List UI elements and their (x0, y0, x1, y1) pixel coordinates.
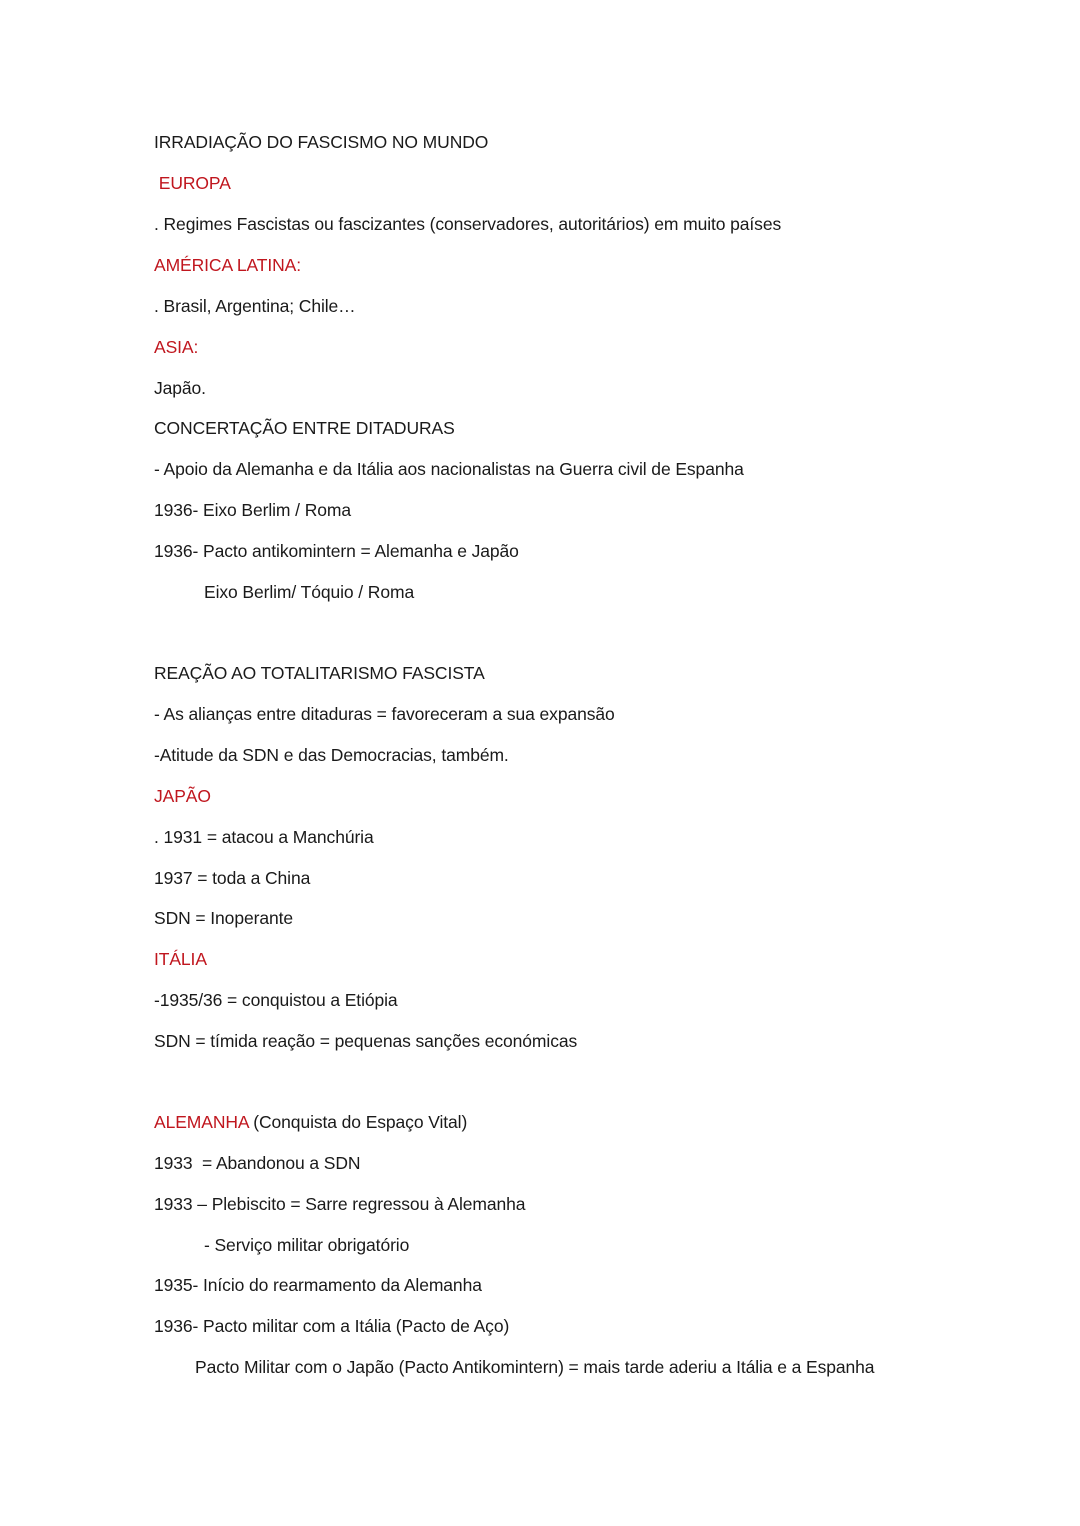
alemanha-item: 1935- Início do rearmamento da Alemanha (154, 1275, 482, 1295)
america-latina-item: . Brasil, Argentina; Chile… (154, 296, 356, 316)
concertacao-item: 1936- Eixo Berlim / Roma (154, 500, 351, 520)
italia-item: SDN = tímida reação = pequenas sanções económicas (154, 1031, 578, 1051)
concertacao-item: - Apoio da Alemanha e da Itália aos nacionalistas na Guerra civil de Espanha (154, 459, 744, 479)
alemanha-item: 1936- Pacto militar com a Itália (Pacto de Aço) (154, 1316, 510, 1336)
alemanha-item: 1933 – Plebiscito = Sarre regressou à Alemanha (154, 1194, 526, 1214)
reacao-item: - As alianças entre ditaduras = favoreceram a sua expansão (154, 704, 615, 724)
europa-item: . Regimes Fascistas ou fascizantes (conservadores, autoritários) em muito países (154, 214, 782, 234)
italia-item: -1935/36 = conquistou a Etiópia (154, 990, 398, 1010)
heading-japao: JAPÃO (154, 786, 211, 806)
concertacao-item: 1936- Pacto antikomintern = Alemanha e Japão (154, 541, 519, 561)
section-title-irradiacao: IRRADIAÇÃO DO FASCISMO NO MUNDO (154, 132, 489, 152)
alemanha-subheading: (Conquista do Espaço Vital) (248, 1112, 468, 1132)
reacao-item: -Atitude da SDN e das Democracias, também. (154, 745, 509, 765)
heading-asia: ASIA: (154, 337, 199, 357)
japao-item: . 1931 = atacou a Manchúria (154, 827, 374, 847)
alemanha-item-indented: - Serviço militar obrigatório (204, 1235, 410, 1255)
japao-item: 1937 = toda a China (154, 868, 311, 888)
asia-item: Japão. (154, 378, 206, 398)
alemanha-item-indented: Pacto Militar com o Japão (Pacto Antikomintern) = mais tarde aderiu a Itália e a Espanha (195, 1357, 875, 1377)
alemanha-item: 1933 = Abandonou a SDN (154, 1153, 361, 1173)
concertacao-item-indented: Eixo Berlim/ Tóquio / Roma (204, 582, 415, 602)
section-title-concertacao: CONCERTAÇÃO ENTRE DITADURAS (154, 418, 455, 438)
japao-item: SDN = Inoperante (154, 908, 293, 928)
heading-alemanha: ALEMANHA (154, 1112, 249, 1132)
heading-europa: EUROPA (154, 173, 231, 193)
section-title-reacao: REAÇÃO AO TOTALITARISMO FASCISTA (154, 663, 485, 683)
alemanha-heading-line (154, 1111, 467, 1133)
heading-italia: ITÁLIA (154, 949, 207, 969)
heading-america-latina: AMÉRICA LATINA: (154, 255, 301, 275)
